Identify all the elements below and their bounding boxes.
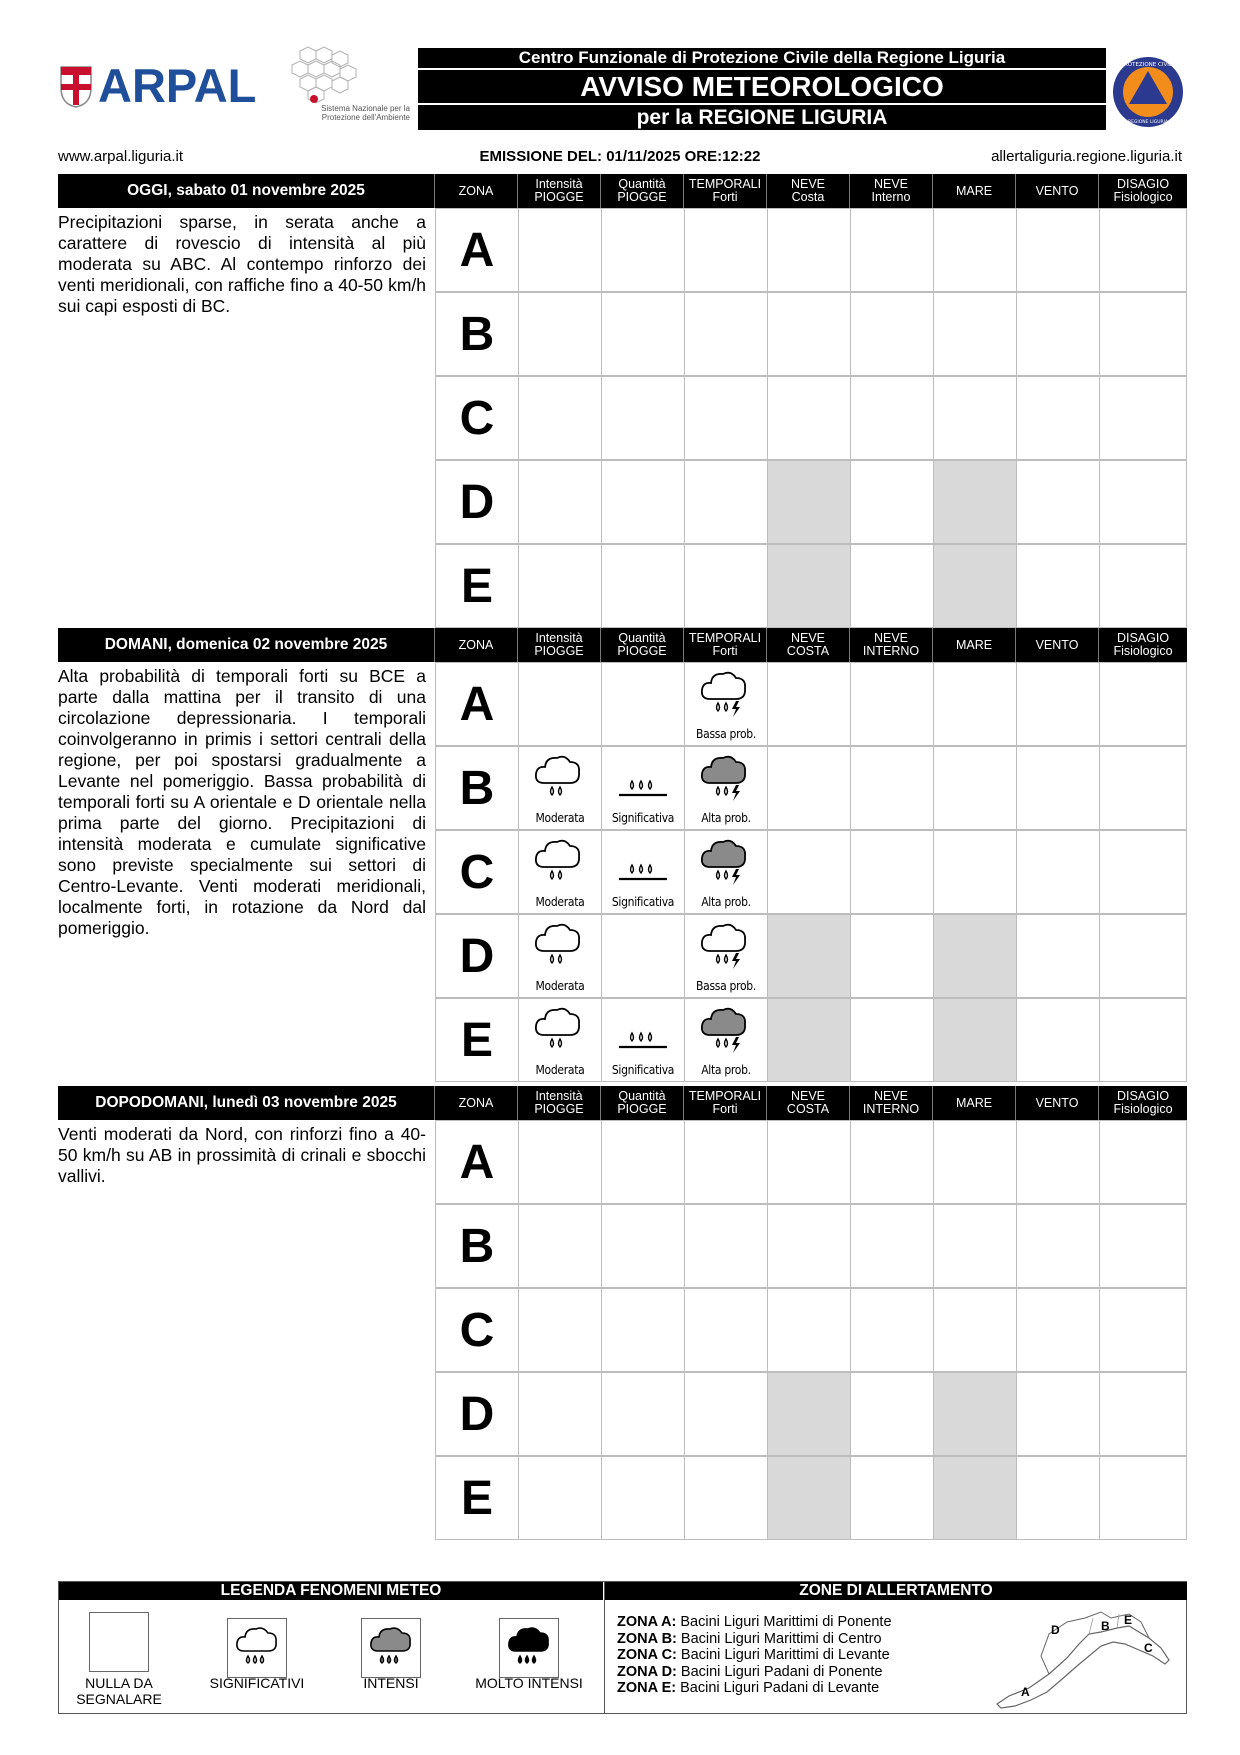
map-label-c: C [1144,1641,1153,1655]
column-header: Intensità PIOGGE [517,1086,600,1120]
zone-row [436,914,1187,998]
hazard-cell [933,830,1017,914]
zone-letter: D [435,1372,519,1456]
column-header: TEMPORALI Forti [683,174,766,208]
column-header: Quantità PIOGGE [600,174,683,208]
column-header: ZONA [434,1086,517,1120]
hazard-cell [850,998,934,1082]
day-title: OGGI, sabato 01 novembre 2025 [58,174,434,208]
hazard-cell [933,746,1017,830]
day-header [58,628,1187,662]
zone-entry-c: ZONA C: Bacini Liguri Marittimi di Levante [617,1647,890,1663]
zone-letter: E [435,1456,519,1540]
map-label-b: B [1101,1619,1110,1633]
hazard-cell [601,544,685,628]
title-avviso: AVVISO METEOROLOGICO [418,70,1106,103]
hazard-cell [767,1120,851,1204]
zone-letter: A [435,662,519,746]
zones-title: ZONE DI ALLERTAMENTO [605,1582,1187,1600]
cloud-rain-icon [532,1005,588,1057]
column-header: NEVE INTERNO [849,628,932,662]
column-header: NEVE Costa [766,174,849,208]
arpal-wordmark: ARPAL [98,59,257,112]
hazard-cell [684,208,768,292]
column-header: DISAGIO Fisiologico [1098,628,1187,662]
hazard-cell [933,376,1017,460]
cloud-thunder-icon [698,837,754,889]
column-header: TEMPORALI Forti [683,628,766,662]
zone-row [436,662,1187,746]
hazard-level-label: Moderata [535,979,585,993]
cloud-rain-icon [532,837,588,889]
hazard-cell [601,914,685,998]
hazard-cell [933,208,1017,292]
hazard-level-label: Alta prob. [701,895,751,909]
arpal-logo [60,59,257,114]
legend-label-molto-intensi: MOLTO INTENSI [475,1675,583,1691]
allerta-site-link[interactable]: allertaliguria.regione.liguria.it [991,148,1182,165]
zone-row [436,746,1187,830]
hazard-cell [518,208,602,292]
legend [58,1581,1187,1714]
column-header: NEVE INTERNO [849,1086,932,1120]
hazard-cell [518,746,602,830]
hazard-cell [601,746,685,830]
zone-letter: B [435,746,519,830]
hazard-cell [1099,1288,1187,1372]
hazard-cell [1016,544,1100,628]
rain-amount-icon [615,1005,671,1057]
snpa-logo [288,46,413,132]
zone-list [617,1614,937,1697]
column-header: ZONA [434,174,517,208]
hazard-cell [933,998,1017,1082]
hazard-cell [1016,1288,1100,1372]
hazard-cell [601,1456,685,1540]
column-header: NEVE COSTA [766,1086,849,1120]
hazard-cell [850,460,934,544]
hazard-cell [684,1120,768,1204]
hazard-cell [684,1204,768,1288]
hazard-cell [850,292,934,376]
cloud-rain-icon [532,753,588,805]
title-centro-funzionale: Centro Funzionale di Protezione Civile della Regione Liguria [418,48,1106,68]
hazard-cell [1099,1372,1187,1456]
map-label-a: A [1021,1685,1030,1699]
hazard-cell [1016,376,1100,460]
hazard-cell [684,998,768,1082]
hazard-cell [601,376,685,460]
hexagon-network-icon [288,46,368,106]
hazard-cell [850,208,934,292]
column-header: VENTO [1015,1086,1098,1120]
hazard-cell [767,830,851,914]
hazard-cell [684,1456,768,1540]
hazard-cell [518,1372,602,1456]
hazard-cell [1016,460,1100,544]
column-header: VENTO [1015,628,1098,662]
hazard-cell [767,914,851,998]
zone-row [436,1372,1187,1456]
hazard-level-label: Alta prob. [701,1063,751,1077]
hazard-cell [1016,914,1100,998]
hazard-cell [1099,544,1187,628]
hazard-cell [518,1204,602,1288]
hazard-cell [933,1204,1017,1288]
hazard-cell [601,292,685,376]
column-header: NEVE Interno [849,174,932,208]
hazard-cell [767,998,851,1082]
legend-item-intensi [326,1612,456,1708]
hazard-level-label: Moderata [535,895,585,909]
cloud-thunder-icon [698,921,754,973]
hazard-cell [933,1456,1017,1540]
hazard-cell [1016,1372,1100,1456]
hazard-cell [850,746,934,830]
hazard-cell [1016,208,1100,292]
zone-row [436,292,1187,376]
column-header: DISAGIO Fisiologico [1098,1086,1187,1120]
map-label-e: E [1124,1613,1133,1627]
hazard-cell [933,914,1017,998]
hazard-cell [767,746,851,830]
hazard-cell [518,830,602,914]
hazard-cell [767,1372,851,1456]
hazard-level-label: Moderata [535,1063,585,1077]
zone-row [436,830,1187,914]
zone-letter: C [435,376,519,460]
hazard-cell [601,1120,685,1204]
hazard-cell [684,662,768,746]
column-header: Intensità PIOGGE [517,628,600,662]
hazard-cell [767,376,851,460]
hazard-cell [933,1372,1017,1456]
hazard-cell [850,1120,934,1204]
hazard-cell [518,544,602,628]
hazard-cell [601,208,685,292]
legend-item-molto-intensi [464,1612,594,1708]
hazard-level-label: Significativa [611,1063,675,1077]
pc-logo-text: PROTEZIONE CIVILE [1120,62,1176,68]
hazard-cell [767,1204,851,1288]
zone-row [436,208,1187,292]
map-label-d: D [1051,1623,1060,1637]
liguria-shield-icon [60,66,92,108]
hazard-cell [767,460,851,544]
hazard-cell [518,914,602,998]
column-header: Quantità PIOGGE [600,628,683,662]
hazard-cell [1016,662,1100,746]
hazard-cell [1099,914,1187,998]
hazard-cell [1016,998,1100,1082]
hazard-cell [684,830,768,914]
legend-label-significativi: SIGNIFICATIVI [209,1675,305,1691]
hazard-level-label: Alta prob. [701,811,751,825]
hazard-cell [1099,1120,1187,1204]
emission-datetime: EMISSIONE DEL: 01/11/2025 ORE:12:22 [479,148,761,165]
hazard-level-label: Significativa [611,811,675,825]
cloud-rain-grey-icon [361,1618,421,1678]
day-forecast-text: Precipitazioni sparse, in serata anche a carattere di rovescio di intensità al più moderata su ABC. Al contempo rinforzo dei venti meridionali, con raffiche fino a 40-50 km/h sui capi esposti di BC. [58,212,426,316]
zone-row [436,1204,1187,1288]
hazard-cell [1099,1204,1187,1288]
hazard-cell [518,1288,602,1372]
cloud-thunder-icon [698,1005,754,1057]
zone-entry-d: ZONA D: Bacini Liguri Padani di Ponente [617,1663,883,1680]
hazard-cell [850,1288,934,1372]
hazard-cell [1099,830,1187,914]
hazard-cell [850,830,934,914]
zone-entry-b: ZONA B: Bacini Liguri Marittimi di Centro [617,1630,882,1647]
hazard-cell [1099,998,1187,1082]
hazard-cell [518,662,602,746]
hazard-cell [518,998,602,1082]
cloud-thunder-icon [698,669,754,721]
zone-letter: D [435,460,519,544]
legend-label-nulla: NULLA DA SEGNALARE [76,1675,162,1707]
liguria-zone-map [989,1604,1174,1712]
hazard-cell [601,1288,685,1372]
zone-row [436,1120,1187,1204]
hazard-cell [1099,662,1187,746]
hazard-cell [850,1456,934,1540]
legend-label-intensi: INTENSI [363,1675,419,1691]
hazard-cell [1016,292,1100,376]
column-header: NEVE COSTA [766,628,849,662]
hazard-cell [1099,746,1187,830]
legend-item-nulla [54,1612,184,1708]
column-header: Quantità PIOGGE [600,1086,683,1120]
zone-letter: E [435,998,519,1082]
column-header: MARE [932,174,1015,208]
hazard-cell [684,376,768,460]
hazard-cell [1099,1456,1187,1540]
hazard-cell [1099,376,1187,460]
hazard-cell [1016,746,1100,830]
day-title: DOMANI, domenica 02 novembre 2025 [58,628,434,662]
zone-row [436,1288,1187,1372]
hazard-cell [684,914,768,998]
hazard-cell [684,292,768,376]
zone-row [436,998,1187,1082]
column-header: DISAGIO Fisiologico [1098,174,1187,208]
cloud-rain-white-icon [227,1618,287,1678]
snpa-caption: Sistema Nazionale per la Protezione dell'Ambiente [321,104,410,122]
hazard-cell [601,1372,685,1456]
hazard-cell [767,1288,851,1372]
hazard-cell [601,830,685,914]
day-forecast-text: Venti moderati da Nord, con rinforzi fino a 40-50 km/h su AB in prossimità di crinali e sbocchi vallivi. [58,1124,426,1186]
hazard-cell [767,662,851,746]
legend-item-significativi [192,1612,322,1708]
hazard-cell [850,1372,934,1456]
title-block [418,48,1106,130]
pc-logo-sub: REGIONE LIGURIA [1127,120,1169,125]
hazard-cell [1016,1456,1100,1540]
cloud-thunder-icon [698,753,754,805]
hazard-cell [850,1204,934,1288]
title-regione: per la REGIONE LIGURIA [418,105,1106,130]
hazard-cell [767,1456,851,1540]
hazard-cell [850,544,934,628]
day-title: DOPODOMANI, lunedì 03 novembre 2025 [58,1086,434,1120]
cloud-rain-icon [532,921,588,973]
column-header: ZONA [434,628,517,662]
zone-letter: E [435,544,519,628]
hazard-cell [850,914,934,998]
hazard-cell [933,544,1017,628]
hazard-cell [1099,208,1187,292]
hazard-cell [518,1456,602,1540]
hazard-cell [601,460,685,544]
hazard-cell [684,544,768,628]
hazard-cell [1016,1204,1100,1288]
hazard-cell [850,662,934,746]
zone-letter: D [435,914,519,998]
zone-letter: B [435,1204,519,1288]
rain-amount-icon [615,753,671,805]
zone-row [436,544,1187,628]
hazard-cell [518,292,602,376]
zone-row [436,1456,1187,1540]
zone-row [436,376,1187,460]
hazard-cell [933,1120,1017,1204]
zone-entry-e: ZONA E: Bacini Liguri Padani di Levante [617,1680,880,1696]
hazard-cell [518,1120,602,1204]
hazard-cell [684,460,768,544]
hazard-level-label: Significativa [611,895,675,909]
zone-letter: C [435,830,519,914]
hazard-level-label: Bassa prob. [696,979,756,993]
zone-letter: A [435,208,519,292]
day-header [58,174,1187,208]
hazard-cell [684,746,768,830]
column-header: Intensità PIOGGE [517,174,600,208]
hazard-cell [601,998,685,1082]
legend-divider [604,1582,605,1713]
protezione-civile-logo [1112,56,1184,128]
meta-row [58,148,1182,166]
hazard-cell [601,662,685,746]
empty-box-icon [89,1612,149,1672]
hazard-cell [1099,292,1187,376]
hazard-cell [684,1288,768,1372]
zone-letter: C [435,1288,519,1372]
zone-row [436,460,1187,544]
hazard-cell [933,460,1017,544]
zone-letter: A [435,1120,519,1204]
zone-entry-a: ZONA A: Bacini Liguri Marittimi di Ponente [617,1614,892,1630]
column-header: MARE [932,628,1015,662]
column-header: TEMPORALI Forti [683,1086,766,1120]
hazard-cell [1099,460,1187,544]
hazard-cell [601,1204,685,1288]
hazard-level-label: Moderata [535,811,585,825]
rain-amount-icon [615,837,671,889]
column-header: VENTO [1015,174,1098,208]
hazard-level-label: Bassa prob. [696,727,756,741]
hazard-cell [767,292,851,376]
hazard-cell [933,662,1017,746]
hazard-cell [1016,1120,1100,1204]
hazard-cell [518,376,602,460]
arpal-site-link[interactable]: www.arpal.liguria.it [58,148,184,165]
hazard-cell [767,544,851,628]
hazard-cell [1016,830,1100,914]
day-forecast-text: Alta probabilità di temporali forti su BCE a parte dalla mattina per il transito di una circolazione depressionaria. I temporali coinvolgeranno in primis i settori centrali della regione, per poi spostarsi gradualmente a Levante nel pomeriggio. Bassa probabilità di temporali forti su A orientale e D orientale nella prima parte del giorno. Precipitazioni di intensità moderata e cumulate significative sono previste specialmente sui settori di Centro-Levante. Venti moderati meridionali, localmente forti, in rotazione da Nord dal pomeriggio. [58,666,426,938]
legend-title: LEGENDA FENOMENI METEO [59,1582,603,1600]
zone-letter: B [435,292,519,376]
hazard-cell [850,376,934,460]
hazard-cell [933,292,1017,376]
day-header [58,1086,1187,1120]
column-header: MARE [932,1086,1015,1120]
hazard-cell [684,1372,768,1456]
cloud-rain-black-icon [499,1618,559,1678]
hazard-cell [767,208,851,292]
hazard-cell [518,460,602,544]
hazard-cell [933,1288,1017,1372]
